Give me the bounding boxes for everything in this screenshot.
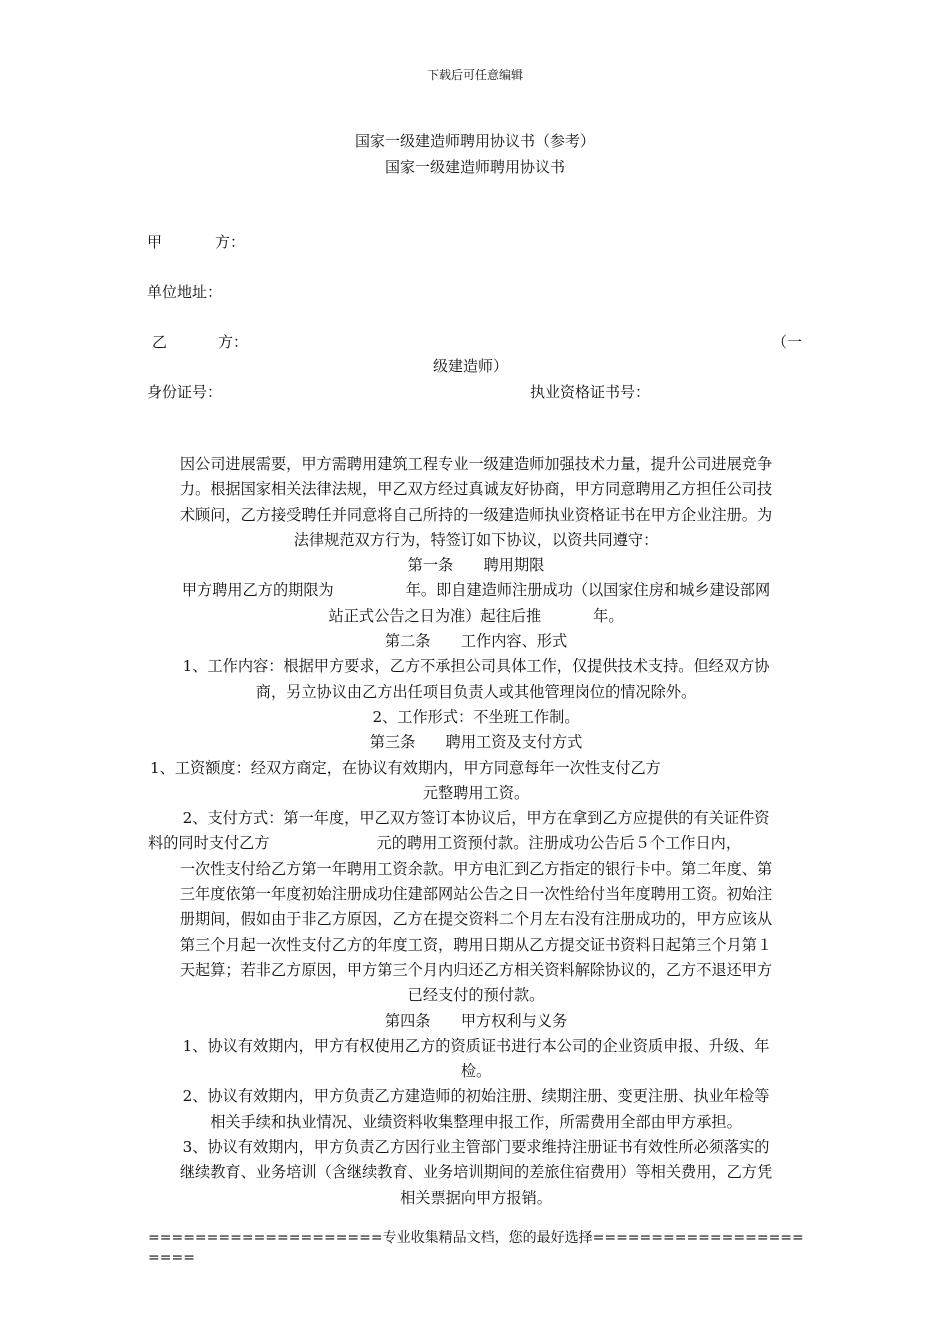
article-4-line: 1、协议有效期内，甲方有权使用乙方的资质证书进行本公司的企业资质申报、升级、年 (182, 1036, 770, 1055)
article-3-line: 三年度依第一年度初始注册成功住建部网站公告之日一次性给付当年度聘用工资。初始注 (179, 885, 773, 904)
article-1-title: 第一条 聘用期限 (407, 556, 545, 575)
article-3-line (148, 831, 804, 856)
document-title: 国家一级建造师聘用协议书（参考） (354, 132, 595, 150)
intro-line: 术顾问，乙方接受聘任并同意将自己所持的一级建造师执业资格证书在甲方企业注册。为 (179, 505, 773, 524)
party-b-paren: （一 (772, 333, 803, 351)
article-2-line: 商，另立协议由乙方出任项目负责人或其他管理岗位的情况除外。 (255, 682, 697, 701)
intro-line: 因公司进展需要，甲方需聘用建筑工程专业一级建造师加强技术力量，提升公司进展竞争 (179, 455, 773, 473)
article-1-text: 甲方聘用乙方的期限为 (181, 581, 334, 600)
article-3-text: 料的同时支付乙方 (148, 834, 270, 853)
article-3-line: 2、支付方式：第一年度，甲乙双方签订本协议后，甲方在拿到乙方应提供的有关证件资 (182, 809, 770, 828)
intro-line: 力。根据国家相关法律法规，甲乙双方经过真诚友好协商，甲方同意聘用乙方担任公司技 (179, 480, 773, 499)
article-3-line: 第三个月起一次性支付乙方的年度工资，聘用日期从乙方提交证书资料日起第三个月第１ (179, 935, 773, 954)
intro-line: 法律规范双方行为，特签订如下协议，以资共同遵守： (293, 530, 659, 549)
article-1-text: 年。 (593, 606, 624, 625)
party-a-label-char2: 方： (215, 233, 246, 251)
article-1-text: 年。即自建造师注册成功（以国家住房和城乡建设部网 (405, 581, 771, 600)
article-2-title: 第二条 工作内容、形式 (384, 632, 568, 651)
party-b-label-char2: 方： (218, 333, 249, 351)
article-3-line: 天起算；若非乙方原因，甲方第三个月内归还乙方相关资料解除协议的，乙方不退还甲方 (179, 960, 773, 979)
header-note: 下载后可任意编辑 (426, 68, 523, 82)
article-3-line: 已经支付的预付款。 (407, 986, 545, 1005)
article-3-text: 元的聘用工资预付款。注册成功公告后５个工作日内， (376, 834, 741, 853)
cert-number-label: 执业资格证书号： (530, 383, 651, 401)
article-1-line (148, 578, 804, 603)
address-label: 单位地址： (147, 283, 223, 301)
party-b-role: 级建造师） (433, 357, 509, 375)
article-3-line: 册期间，假如由于非乙方原因，乙方在提交资料二个月左右没有注册成功的，甲方应该从 (179, 910, 773, 929)
article-3-line: 1、工资额度：经双方商定，在协议有效期内，甲方同意每年一次性支付乙方 (150, 758, 661, 777)
article-4-line: 检。 (460, 1062, 492, 1081)
article-3-line: 一次性支付给乙方第一年聘用工资余款。甲方电汇到乙方指定的银行卡中。第二年度、第 (179, 859, 773, 878)
article-3-line: 元整聘用工资。 (422, 783, 530, 802)
party-b-label-char1: 乙 (152, 333, 168, 351)
article-4-title: 第四条 甲方权利与义务 (384, 1011, 568, 1030)
agreement-body (148, 452, 804, 1211)
article-4-line: 继续教育、业务培训（含继续教育、业务培训期间的差旅住宿费用）等相关费用，乙方凭 (179, 1163, 773, 1182)
article-4-line: 相关票据向甲方报销。 (400, 1188, 552, 1207)
footer-banner: ====================专业收集精品文档，您的最好选择====================== (148, 1230, 804, 1266)
article-4-line: 2、协议有效期内，甲方负责乙方建造师的初始注册、续期注册、变更注册、执业年检等 (182, 1087, 770, 1106)
article-4-line: 3、协议有效期内，甲方负责乙方因行业主管部门要求维持注册证书有效性所必须落实的 (182, 1138, 770, 1157)
article-1-line (148, 604, 804, 629)
id-number-label: 身份证号： (147, 383, 223, 401)
party-a-label-char1: 甲 (147, 233, 163, 251)
article-2-line: 1、工作内容：根据甲方要求，乙方不承担公司具体工作，仅提供技术支持。但经双方协 (182, 657, 770, 676)
article-3-title: 第三条 聘用工资及支付方式 (369, 733, 583, 752)
article-1-text: 站正式公告之日为准）起往后推 (328, 606, 542, 625)
article-2-line: 2、工作形式：不坐班工作制。 (372, 707, 580, 726)
article-4-line: 相关手续和执业情况、业绩资料收集整理申报工作，所需费用全部由甲方承担。 (210, 1112, 742, 1131)
document-subtitle: 国家一级建造师聘用协议书 (384, 158, 565, 176)
